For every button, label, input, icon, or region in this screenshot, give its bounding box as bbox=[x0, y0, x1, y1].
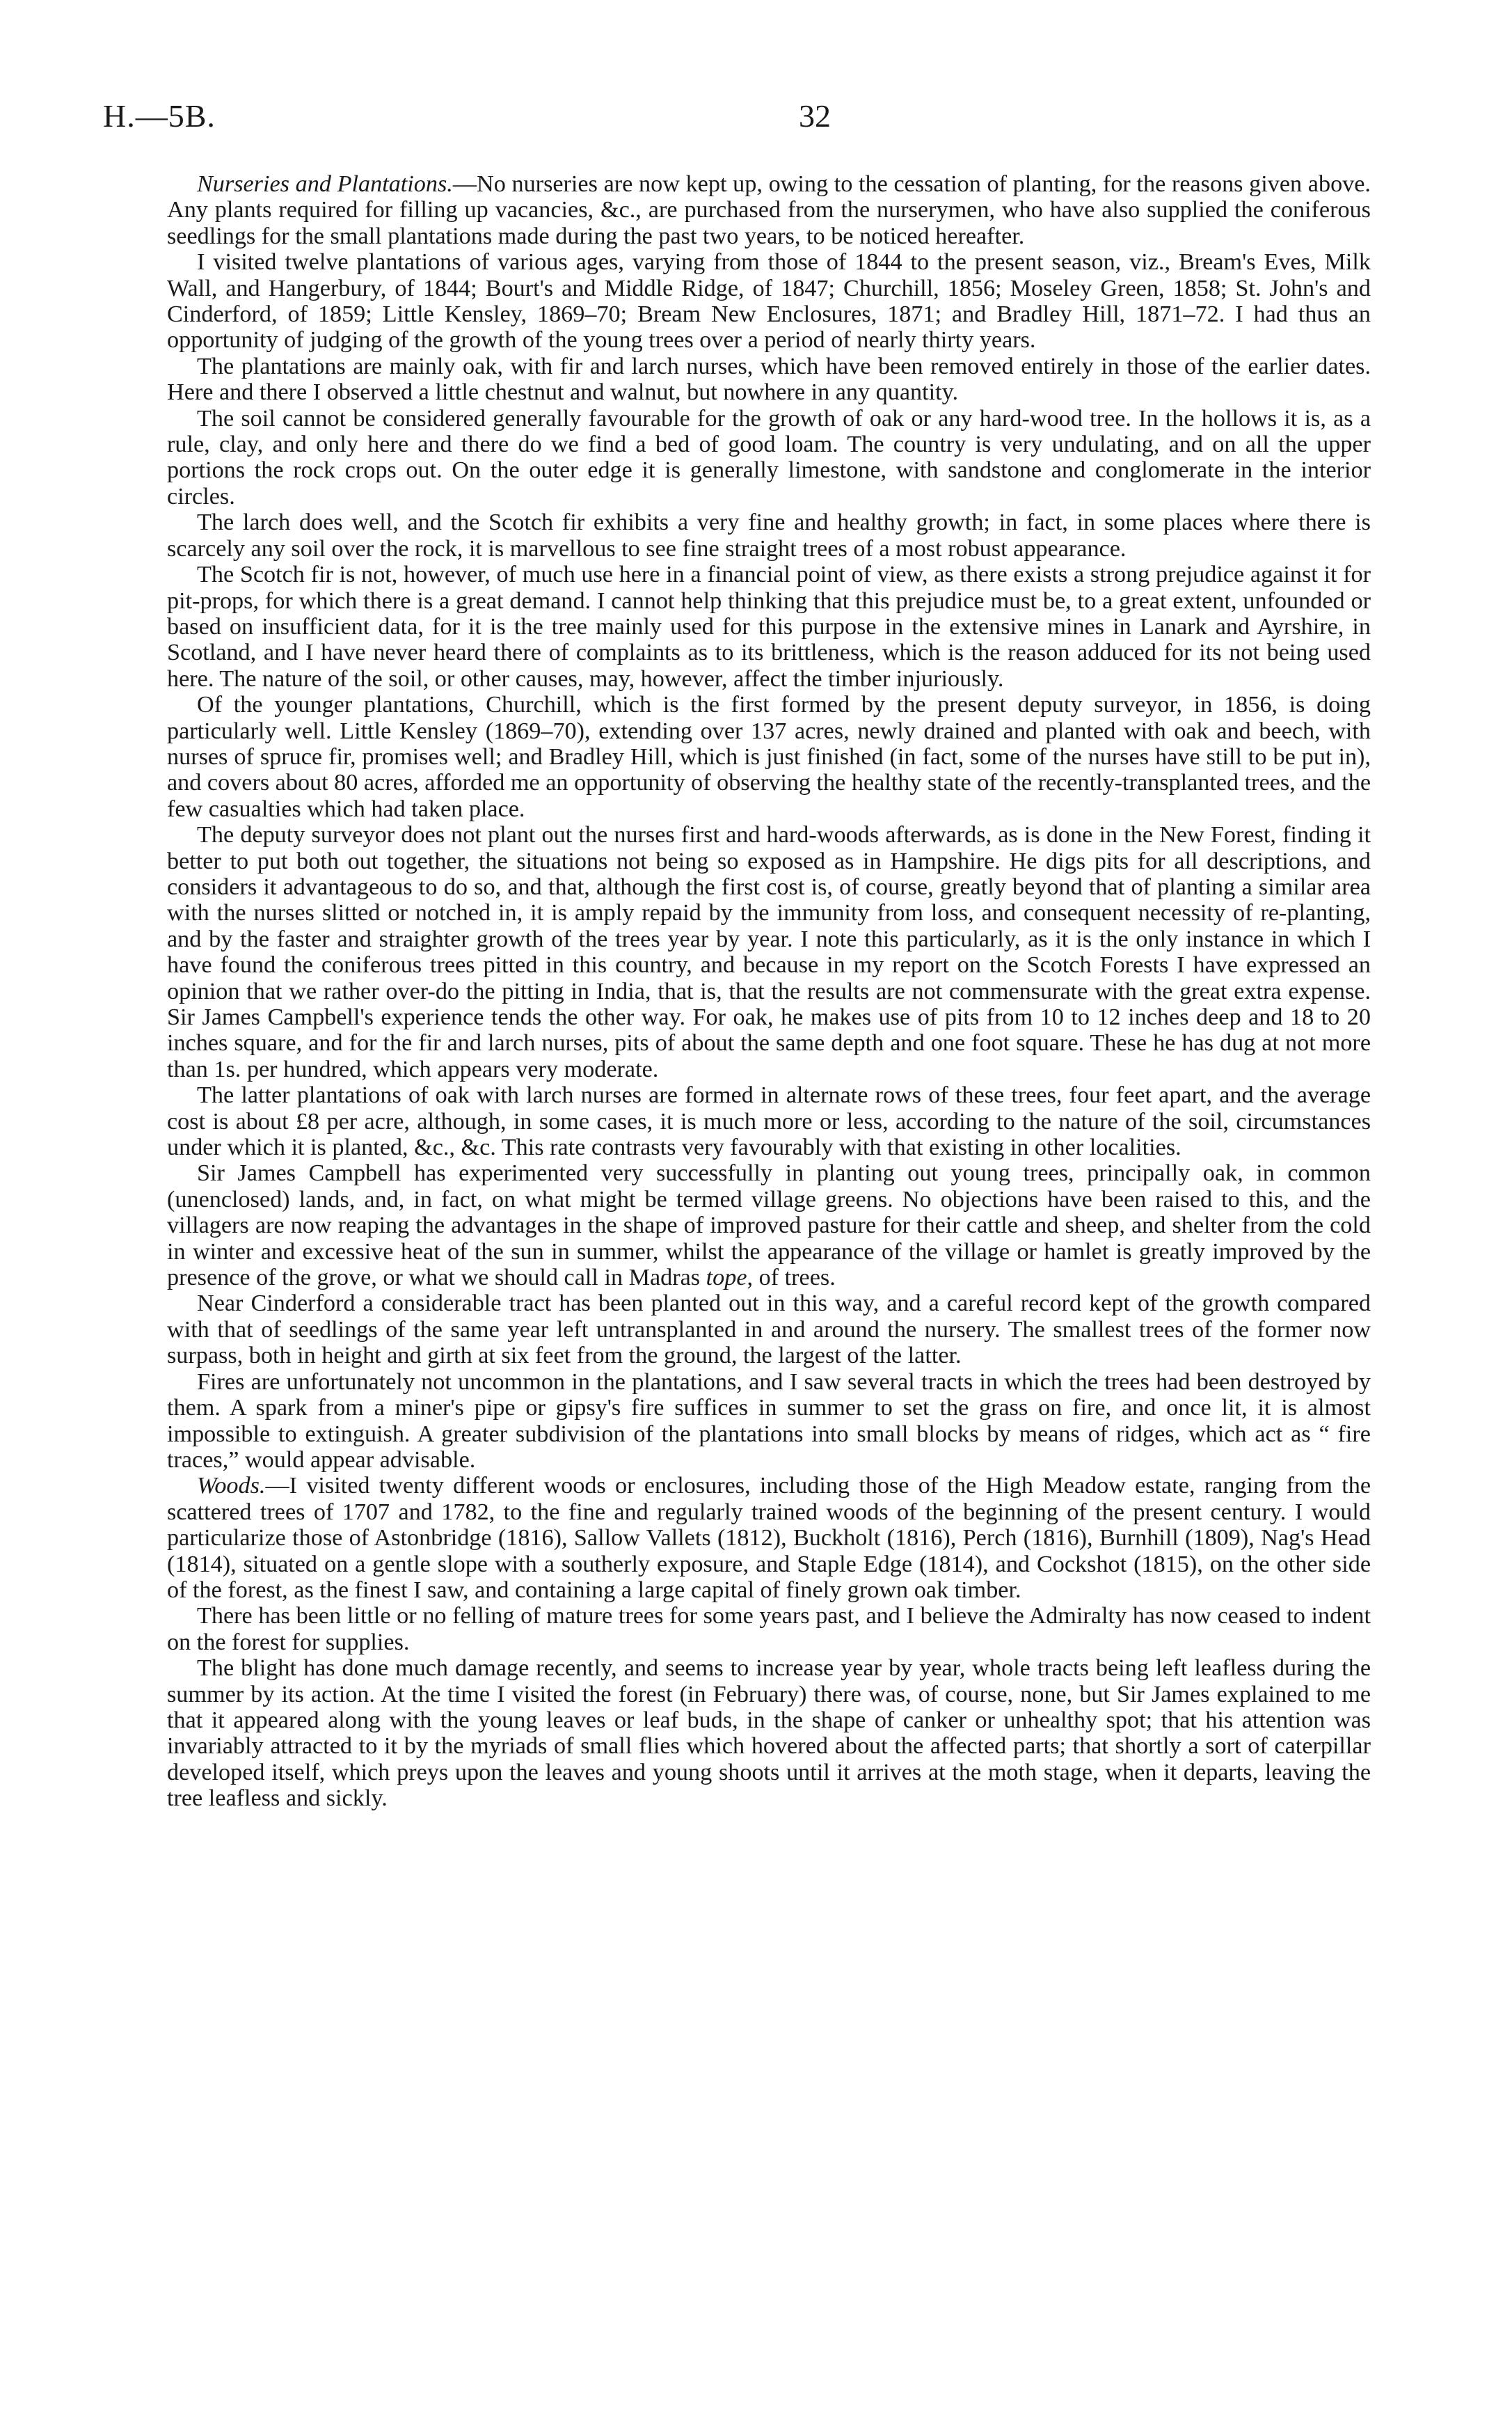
paragraph-planting-cost: The latter plantations of oak with larch nurses are formed in alternate rows of these trees, four feet apart, and the average cost is about £8 per acre, although, in some cases, it is much more or less, according to the nature of the soil, circumstances under which it is planted, &c., &c. This rate contrasts very favourably with that existing in other localities. bbox=[167, 1082, 1371, 1161]
paragraph-nurseries bbox=[167, 171, 1371, 249]
paragraph-text: Sir James Campbell has experimented very successfully in planting out young trees, principally oak, in common (unenclosed) lands, and, in fact, on what might be termed village greens. No objections have been raised to this, and the villagers are now reaping the advantages in the shape of improved pasture for their cattle and sheep, and shelter from the cold in winter and excessive heat of the sun in summer, whilst the appearance of the village or hamlet is greatly improved by the presence of the grove, or what we should call in Madras bbox=[167, 1160, 1371, 1291]
section-lead-woods: Woods. bbox=[197, 1473, 266, 1499]
page-number: 32 bbox=[799, 98, 831, 134]
paragraph-scotch-fir: The Scotch fir is not, however, of much use here in a financial point of view, as there exists a strong prejudice against it for pit-props, for which there is a great demand. I cannot help thinking that this prejudice must be, to a great extent, unfounded or based on insufficient data, for it is the tree mainly used for this purpose in the extensive mines in Lanark and Ayrshire, in Scotland, and I have never heard there of complaints as to its brittleness, which is the reason adduced for its not being used here. The nature of the soil, or other causes, may, however, affect the timber injuriously. bbox=[167, 562, 1371, 692]
paragraph-woods bbox=[167, 1473, 1371, 1603]
paragraph-text: —I visited twenty different woods or enclosures, including those of the High Meadow estate, ranging from the scattered trees of 1707 and 1782, to the fine and regularly trained woods of the beginning of the present century. I would particularize those of Astonbridge (1816), Sallow Vallets (1812), Buckholt (1816), Perch (1816), Burnhill (1809), Nag's Head (1814), situated on a gentle slope with a southerly exposure, and Staple Edge (1814), and Cockshot (1815), on the other side of the forest, as the finest I saw, and containing a large capital of finely grown oak timber. bbox=[167, 1473, 1371, 1603]
section-lead-nurseries: Nurseries and Plantations. bbox=[197, 171, 453, 197]
body-text bbox=[167, 171, 1371, 1812]
paragraph-cinderford: Near Cinderford a considerable tract has been planted out in this way, and a careful record kept of the growth compared with that of seedlings of the same year left untransplanted in and around the nursery. The smallest trees of the former now surpass, both in height and girth at six feet from the ground, the largest of the latter. bbox=[167, 1290, 1371, 1369]
paragraph-larch: The larch does well, and the Scotch fir exhibits a very fine and healthy growth; in fact, in some places where there is scarcely any soil over the rock, it is marvellous to see fine straight trees of a most robust appearance. bbox=[167, 510, 1371, 562]
document-reference: H.—5B. bbox=[103, 98, 216, 134]
paragraph-blight: The blight has done much damage recently, and seems to increase year by year, whole tracts being left leafless during the summer by its action. At the time I visited the forest (in February) there was, of course, none, but Sir James explained to me that it appeared along with the young leaves or leaf buds, in the shape of canker or unhealthy spot; that his attention was invariably attracted to it by the myriads of small flies which hovered about the affected parts; that shortly a sort of caterpillar developed itself, which preys upon the leaves and young shoots until it arrives at the moth stage, when it departs, leaving the tree leafless and sickly. bbox=[167, 1655, 1371, 1812]
emphasis-term: tope bbox=[706, 1265, 747, 1291]
paragraph-pitting: The deputy surveyor does not plant out the nurses first and hard-woods afterwards, as is done in the New Forest, finding it better to put both out together, the situations not being so exposed as in Hampshire. He digs pits for all descriptions, and considers it advantageous to do so, and that, although the first cost is, of course, greatly beyond that of planting a similar area with the nurses slitted or notched in, it is amply repaid by the immunity from loss, and consequent necessity of re-planting, and by the faster and straighter growth of the trees year by year. I note this particularly, as it is the only instance in which I have found the coniferous trees pitted in this country, and because in my report on the Scotch Forests I have expressed an opinion that we rather over-do the pitting in India, that is, that the results are not commensurate with the great extra expense. Sir James Campbell's experience tends the other way. For oak, he makes use of pits from 10 to 12 inches deep and 18 to 20 inches square, and for the fir and larch nurses, pits of about the same depth and one foot square. These he has dug at not more than 1s. per hundred, which appears very moderate. bbox=[167, 822, 1371, 1082]
paragraph-fires: Fires are unfortunately not uncommon in the plantations, and I saw several tracts in which the trees had been destroyed by them. A spark from a miner's pipe or gipsy's fire suffices in summer to set the grass on fire, and once lit, it is almost impossible to extinguish. A greater subdivision of the plantations into small blocks by means of ridges, which act as “ fire traces,” would appear advisable. bbox=[167, 1368, 1371, 1473]
paragraph-plantations-visited: I visited twelve plantations of various ages, varying from those of 1844 to the present season, viz., Bream's Eves, Milk Wall, and Hangerbury, of 1844; Bourt's and Middle Ridge, of 1847; Churchill, 1856; Moseley Green, 1858; St. John's and Cinderford, of 1859; Little Kensley, 1869–70; Bream New Enclosures, 1871; and Bradley Hill, 1871–72. I had thus an opportunity of judging of the growth of the young trees over a period of nearly thirty years. bbox=[167, 249, 1371, 354]
paragraph-plantation-species: The plantations are mainly oak, with fir and larch nurses, which have been removed entirely in those of the earlier dates. Here and there I observed a little chestnut and walnut, but nowhere in any quantity. bbox=[167, 353, 1371, 406]
paragraph-younger-plantations: Of the younger plantations, Churchill, which is the first formed by the present deputy surveyor, in 1856, is doing particularly well. Little Kensley (1869–70), extending over 137 acres, newly drained and planted with oak and beech, with nurses of spruce fir, promises well; and Bradley Hill, which is just finished (in fact, some of the nurses have still to be put in), and covers about 80 acres, afforded me an opportunity of observing the healthy state of the recently-transplanted trees, and the few casualties which had taken place. bbox=[167, 692, 1371, 822]
paragraph-felling: There has been little or no felling of mature trees for some years past, and I believe the Admiralty has now ceased to indent on the forest for supplies. bbox=[167, 1603, 1371, 1655]
paragraph-soil: The soil cannot be considered generally favourable for the growth of oak or any hard-wood tree. In the hollows it is, as a rule, clay, and only here and there do we find a bed of good loam. The country is very undulating, and on all the upper portions the rock crops out. On the outer edge it is generally limestone, with sandstone and conglomerate in the interior circles. bbox=[167, 405, 1371, 510]
paragraph-text: —No nurseries are now kept up, owing to the cessation of planting, for the reasons given above. Any plants required for filling up vacancies, &c., are purchased from the nurserymen, who have also supplied the coniferous seedlings for the small plantations made during the past two years, to be noticed hereafter. bbox=[167, 171, 1371, 249]
paragraph-village-greens bbox=[167, 1160, 1371, 1290]
paragraph-text-end: , of trees. bbox=[747, 1265, 836, 1291]
page-header bbox=[103, 97, 1369, 146]
